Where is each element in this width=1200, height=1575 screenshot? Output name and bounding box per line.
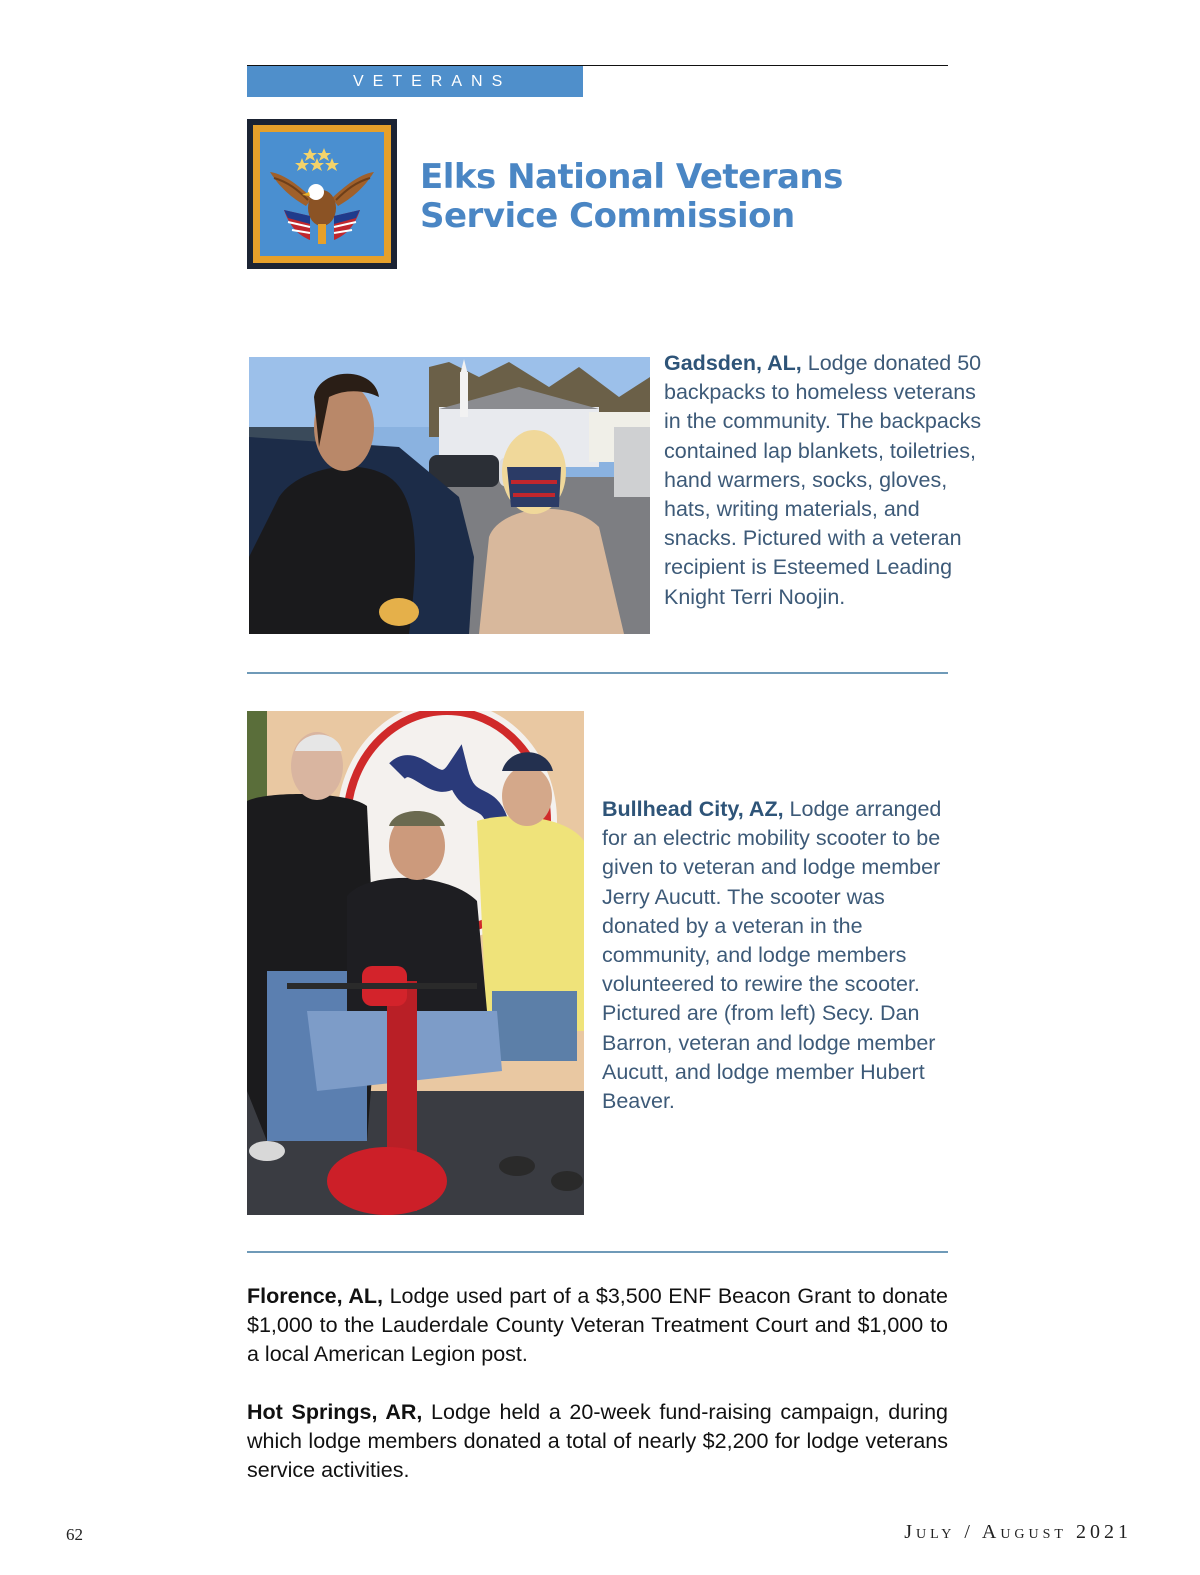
hot-springs-brief xyxy=(247,1398,948,1486)
gadsden-caption xyxy=(664,349,984,612)
story-body: Lodge arranged for an electric mobility scooter to be given to veteran and lodge member Jerry Aucutt. The scooter was donated by a veteran in the community, and lodge members volunteered to rewire the scooter. Pictured are (from left) Secy. Dan Barron, veteran and lodge member Aucutt, and lodge member Hubert Beaver. xyxy=(602,797,942,1114)
gadsden-photo xyxy=(249,357,650,634)
story-lead: Bullhead City, AZ, xyxy=(602,797,784,821)
issue-date: July / August 2021 xyxy=(904,1521,1132,1543)
eagle-icon xyxy=(260,132,384,256)
title-line-1: Elks National Veterans xyxy=(420,157,843,197)
page-title xyxy=(420,158,940,236)
brief-lead: Hot Springs, AR, xyxy=(247,1400,423,1424)
florence-brief xyxy=(247,1282,948,1370)
section-divider xyxy=(247,1251,948,1253)
brief-lead: Florence, AL, xyxy=(247,1284,384,1308)
section-tab: VETERANS xyxy=(247,66,583,97)
bullhead-city-photo xyxy=(247,711,584,1215)
story-lead: Gadsden, AL, xyxy=(664,351,802,375)
page-number: 62 xyxy=(66,1525,83,1544)
section-divider xyxy=(247,672,948,674)
brief-body: Lodge used part of a $3,500 ENF Beacon Grant to donate $1,000 to the Lauderdale County Veteran Treatment Court and $1,000 to a local American Legion post. xyxy=(247,1284,948,1367)
veterans-emblem-logo xyxy=(247,119,397,269)
story-body: Lodge donated 50 backpacks to homeless veterans in the community. The backpacks contained lap blankets, toiletries, hand warmers, socks, gloves, hats, writing materials, and snacks. Pictured with a veteran recipient is Esteemed Leading Knight Terri Noojin. xyxy=(664,351,982,609)
brief-body: Lodge held a 20-week fund-raising campaign, during which lodge members donated a total of nearly $2,200 for lodge veterans service activities. xyxy=(247,1400,948,1483)
title-line-2: Service Commission xyxy=(420,196,795,236)
bullhead-city-caption xyxy=(602,795,952,1116)
